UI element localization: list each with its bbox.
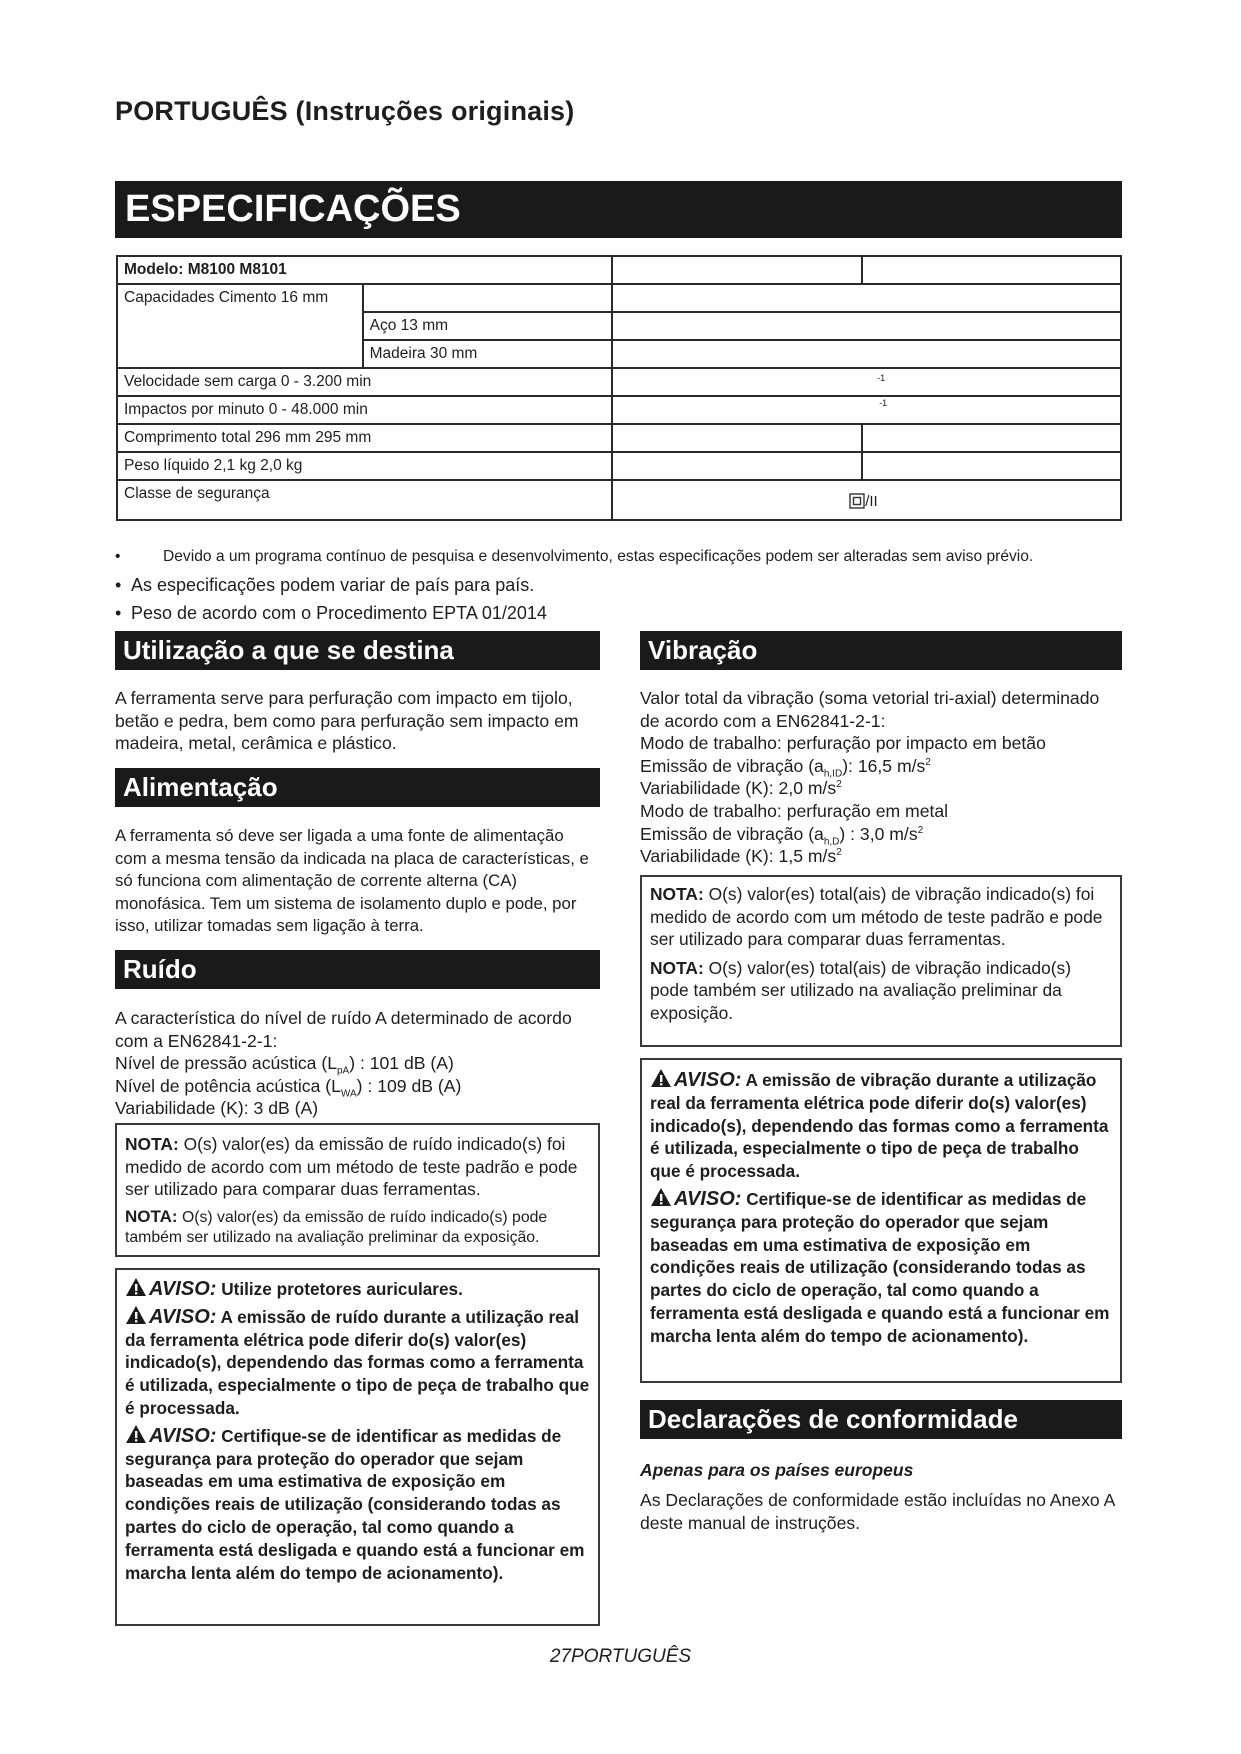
model-cell: Modelo: M8100 M8101 (117, 256, 612, 284)
list-item: • Devido a um programa contínuo de pesquisa e desenvolvimento, estas especificações podem ser alteradas sem aviso prévio. (115, 543, 1125, 571)
table-cell (363, 284, 613, 312)
safety-class-cell: Classe de segurança (117, 480, 612, 520)
table-row (117, 284, 1121, 312)
list-item: • As especificações podem variar de país para país. (115, 571, 1125, 599)
page-header: PORTUGUÊS (Instruções originais) (115, 96, 575, 126)
noise-warning-1: AVISO: Utilize protetores auriculares. (125, 1277, 590, 1301)
noise-variability: Variabilidade (K): 3 dB (A) (115, 1098, 319, 1119)
noise-warning-3: AVISO: Certifique-se de identificar as medidas de segurança para proteção do operador que sejam baseadas em uma estimativa de exposição em condições reais de utilização (considerando todas as partes do ciclo de operação, tal como quando a ferramenta está desligada e quando está a funcionar em marcha lenta além do tempo de acionamento). (125, 1424, 585, 1583)
safety-class-value-text: /II (865, 493, 878, 510)
double-insulation-icon (849, 493, 865, 509)
specifications-table (116, 255, 1122, 521)
warning-icon (125, 1277, 147, 1297)
vibration-emission-2: Emissão de vibração $(a_{h,D})$ : 3,0 $m/s^2$ (640, 823, 924, 848)
vibration-variability-2: Variabilidade (K): 1,5 $m/s^2$ (640, 846, 842, 867)
table-cell (612, 340, 1121, 368)
table-row (117, 480, 1121, 520)
spec-notes-list (115, 543, 1125, 627)
intended-use-heading: Utilização a que se destina (115, 631, 600, 670)
work-mode-2: Modo de trabalho: perfuração em metal (640, 800, 949, 821)
vibration-note-1: NOTA: O(s) valor(es) total(ais) de vibração indicado(s) foi medido de acordo com um método de teste padrão e pode ser utilizado para comparar duas ferramentas. (650, 884, 1103, 950)
noise-heading: Ruído (115, 950, 600, 989)
noise-values (115, 1007, 600, 1120)
power-supply-heading: Alimentação (115, 768, 600, 807)
vibration-emission-1: Emissão de vibração $(a_{h,ID})$: 16,5 $m/s^2$ (640, 755, 931, 780)
vibration-values (640, 687, 1122, 868)
warning-icon (125, 1305, 147, 1325)
sound-power-line: Nível de potência acústica $(L_{WA})$ : 109 dB (A) (115, 1075, 462, 1100)
noise-intro: A característica do nível de ruído A determinado de acordo com a EN62841-2-1: (115, 1008, 572, 1051)
wood-cell: Madeira 30 mm (363, 340, 613, 368)
vibration-warning-box (640, 1058, 1122, 1383)
table-cell (862, 256, 1121, 284)
power-supply-text: A ferramenta só deve ser ligada a uma fonte de alimentação com a mesma tensão da indicada na placa de características, e só funciona com alimentação de corrente alterna (CA) monofásica. Tem um sistema de isolamento duplo e pode, por isso, utilizar tomadas sem ligação à terra. (115, 826, 589, 936)
noise-note-1: NOTA: O(s) valor(es) da emissão de ruído indicado(s) foi medido de acordo com um método de teste padrão e pode ser utilizado para comparar duas ferramentas. (125, 1134, 578, 1200)
speed-unit-superscript: -1 (877, 373, 886, 383)
table-cell (612, 452, 861, 480)
warning-icon (650, 1187, 672, 1207)
intended-use-text: A ferramenta serve para perfuração com impacto em tijolo, betão e pedra, bem como para perfuração sem impacto em madeira, metal, cerâmica e plástico. (115, 688, 579, 754)
conformity-text: As Declarações de conformidade estão incluídas no Anexo A deste manual de instruções. (640, 1490, 1115, 1533)
vibration-warning-2: AVISO: Certifique-se de identificar as medidas de segurança para proteção do operador que sejam baseadas em uma estimativa de exposição em condições reais de utilização (considerando todas as partes do ciclo de operação, tal como quando a ferramenta está desligada e quando está a funcionar em marcha lenta além do tempo de acionamento). (650, 1187, 1110, 1346)
impacts-cell: Impactos por minuto 0 - 48.000 min (117, 396, 612, 424)
page-footer: 27PORTUGUÊS (549, 1646, 692, 1667)
noise-warning-2: AVISO: A emissão de ruído durante a utilização real da ferramenta elétrica pode diferir do(s) valor(es) indicado(s), dependendo das formas como a ferramenta é utilizada, especialmente o tipo de peça de trabalho que é processada. (125, 1305, 590, 1418)
impacts-unit-superscript: -1 (879, 398, 888, 408)
table-row (117, 256, 1121, 284)
vibration-intro: Valor total da vibração (soma vetorial tri-axial) determinado de acordo com a EN62841-2-1: (640, 688, 1100, 731)
work-mode-1: Modo de trabalho: perfuração por impacto em betão (640, 733, 1046, 754)
table-row (117, 424, 1121, 452)
table-cell (862, 452, 1121, 480)
table-cell (612, 284, 1121, 312)
speed-cell: Velocidade sem carga 0 - 3.200 min (117, 368, 612, 396)
noise-note-2: NOTA: O(s) valor(es) da emissão de ruído indicado(s) pode também ser utilizado na avaliação preliminar da exposição. (125, 1206, 548, 1247)
vibration-note-2: NOTA: O(s) valor(es) total(ais) de vibração indicado(s) pode também ser utilizado na avaliação preliminar da exposição. (650, 957, 1072, 1023)
table-cell (612, 312, 1121, 340)
table-row (117, 452, 1121, 480)
noise-note-box (115, 1123, 600, 1257)
warning-icon (125, 1424, 147, 1444)
table-cell (862, 424, 1121, 452)
vibration-heading: Vibração (640, 631, 1122, 670)
table-row (117, 396, 1121, 424)
conformity-subtitle: Apenas para os países europeus (640, 1460, 914, 1480)
steel-cell: Aço 13 mm (363, 312, 613, 340)
table-cell (612, 396, 1121, 424)
specifications-banner: ESPECIFICAÇÕES (115, 181, 1122, 238)
length-cell: Comprimento total 296 mm 295 mm (117, 424, 612, 452)
safety-class-value (849, 493, 878, 510)
vibration-warning-1: AVISO: A emissão de vibração durante a utilização real da ferramenta elétrica pode diferir do(s) valor(es) indicado(s), dependendo das formas como a ferramenta é utilizada, especialmente o tipo de peça de trabalho que é processada. (650, 1069, 1109, 1182)
capacities-cell: Capacidades Cimento 16 mm (117, 284, 363, 368)
table-cell (612, 424, 861, 452)
conformity-heading: Declarações de conformidade (640, 1400, 1122, 1439)
table-row (117, 368, 1121, 396)
warning-icon (650, 1068, 672, 1088)
vibration-note-box (640, 875, 1122, 1047)
table-cell (612, 368, 1121, 396)
weight-cell: Peso líquido 2,1 kg 2,0 kg (117, 452, 612, 480)
table-cell (612, 256, 861, 284)
safety-class-value-cell (612, 480, 1121, 520)
sound-pressure-line: Nível de pressão acústica $(L_{pA})$ : 101 dB (A) (115, 1053, 454, 1077)
noise-warning-box (115, 1268, 600, 1626)
vibration-variability-1: Variabilidade (K): 2,0 $m/s^2$ (640, 778, 842, 799)
list-item: • Peso de acordo com o Procedimento EPTA 01/2014 (115, 599, 1125, 627)
